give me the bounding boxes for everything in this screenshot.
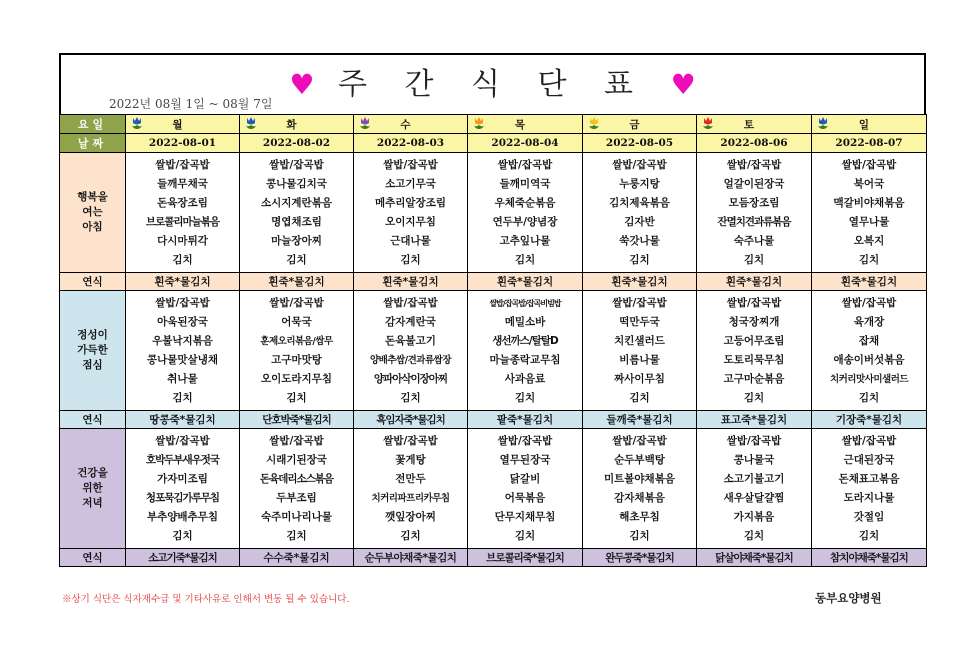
menu-item: 쌀밥/잡곡밥 — [269, 435, 324, 447]
menu-item: 고구마맛탕 — [271, 354, 322, 366]
menu-item: 김치 — [858, 392, 880, 404]
menu-cell — [697, 291, 812, 411]
menu-item: 우체죽순볶음 — [494, 197, 556, 209]
menu-item: 해초무침 — [619, 511, 660, 523]
menu-item: 김치 — [514, 530, 536, 542]
menu-item: 김치 — [400, 392, 421, 404]
menu-item: 쌀밥/잡곡밥 — [612, 297, 667, 309]
menu-item: 김치 — [400, 254, 421, 266]
menu-sheet — [59, 53, 926, 577]
day-name: 월 — [172, 118, 193, 131]
date-header-row — [60, 134, 927, 153]
menu-item: 모듬장조림 — [728, 197, 780, 209]
date-cell: 2022-08-04 — [468, 134, 583, 153]
menu-item: 미트볼야채볶음 — [603, 473, 675, 485]
meal-label-line: 행복을 — [77, 191, 108, 203]
snack-cell: 흰죽*물김치 — [468, 273, 583, 291]
menu-item: 쌀밥/잡곡밥 — [497, 435, 553, 447]
menu-item: 마늘종락교무침 — [489, 354, 561, 366]
day-name: 수 — [400, 118, 421, 131]
menu-item: 쌀밥/잡곡밥 — [841, 297, 897, 309]
date-cell: 2022-08-07 — [812, 134, 927, 153]
menu-item: 브로콜리마늘볶음 — [145, 216, 220, 228]
menu-item: 훈제오리볶음/쌈무 — [260, 336, 333, 347]
dinner-label — [60, 429, 126, 549]
menu-cell — [240, 153, 354, 273]
menu-item: 누룽지탕 — [619, 178, 660, 190]
menu-item: 쌀밥/잡곡밥 — [383, 159, 438, 171]
menu-item: 숙주나물 — [733, 235, 775, 247]
menu-item: 호박두부새우젓국 — [145, 454, 220, 466]
day-cell — [812, 115, 927, 134]
menu-cell — [126, 153, 240, 273]
snack-cell: 흰죽*물김치 — [126, 273, 240, 291]
menu-item: 돈육데리소스볶음 — [259, 473, 334, 485]
menu-cell — [468, 429, 583, 549]
heart-icon: ♥ — [670, 68, 696, 101]
menu-item: 전만두 — [395, 473, 426, 485]
menu-item: 쌀밥/잡곡밥 — [383, 297, 438, 309]
menu-item: 닭갈비 — [509, 473, 541, 485]
menu-item: 아욱된장국 — [157, 316, 208, 328]
day-name: 금 — [629, 118, 650, 131]
menu-item: 김치 — [172, 392, 193, 404]
day-cell — [126, 115, 240, 134]
menu-cell — [468, 291, 583, 411]
snack-cell: 들깨죽*물김치 — [583, 411, 697, 429]
snack-cell: 순두부야채죽*물김치 — [354, 549, 468, 567]
day-name: 토 — [743, 118, 765, 131]
menu-cell — [583, 291, 697, 411]
meal-label-line: 정성이 — [77, 329, 108, 341]
menu-item: 쌀밥/잡곡밥 — [155, 159, 210, 171]
menu-item: 치커리파프리카무침 — [371, 493, 450, 504]
menu-item: 쌀밥/잡곡밥 — [726, 435, 782, 447]
menu-item: 단무지채무침 — [494, 511, 556, 523]
menu-item: 김치 — [400, 530, 421, 542]
breakfast-label — [60, 153, 126, 273]
menu-item: 쌀밥/잡곡밥 — [383, 435, 438, 447]
menu-item: 쌀밥/잡곡밥 — [612, 435, 667, 447]
menu-item: 김치 — [743, 254, 765, 266]
menu-item: 감자계란국 — [385, 316, 436, 328]
menu-item: 가지볶음 — [733, 511, 775, 523]
menu-item: 시래기된장국 — [266, 454, 327, 466]
menu-item: 김치 — [286, 392, 307, 404]
menu-cell — [240, 429, 354, 549]
date-cell: 2022-08-02 — [240, 134, 354, 153]
menu-item: 취나물 — [167, 373, 198, 385]
day-label: 요일 — [60, 115, 126, 134]
day-name: 화 — [286, 118, 307, 131]
meal-label-line: 여는 — [82, 206, 103, 218]
menu-item: 쌀밥/잡곡밥 — [155, 435, 210, 447]
menu-item: 들깨무채국 — [157, 178, 208, 190]
menu-cell — [354, 153, 468, 273]
menu-item: 오이도라지무침 — [260, 373, 332, 385]
menu-item: 김치 — [858, 530, 880, 542]
menu-cell — [697, 153, 812, 273]
menu-item: 쑥갓나물 — [619, 235, 660, 247]
day-header-row — [60, 115, 927, 134]
menu-item: 근대된장국 — [843, 454, 895, 466]
menu-cell — [812, 429, 927, 549]
menu-item: 잡채 — [858, 335, 880, 347]
footer-note: ※상기 식단은 식자재수급 및 기타사유로 인해서 변동 될 수 있습니다. — [62, 594, 350, 605]
menu-item: 쌀밥/잡곡밥 — [841, 435, 897, 447]
menu-item: 감자채볶음 — [614, 492, 665, 504]
menu-item: 치킨샐러드 — [614, 335, 665, 347]
date-cell: 2022-08-06 — [697, 134, 812, 153]
menu-item: 김치 — [286, 254, 307, 266]
day-cell — [240, 115, 354, 134]
tulip-icon — [701, 116, 715, 130]
day-name: 일 — [858, 118, 880, 131]
menu-item: 떡만두국 — [619, 316, 660, 328]
menu-item: 김치 — [514, 254, 536, 266]
snack-cell: 단호박죽*물김치 — [240, 411, 354, 429]
menu-item: 소고기불고기 — [723, 473, 785, 485]
menu-item: 두부조림 — [276, 492, 317, 504]
hospital-name: 동부요양병원 — [815, 591, 882, 605]
menu-item: 콩나물맛살냉채 — [146, 354, 218, 366]
breakfast-snack-row — [60, 273, 927, 291]
menu-item: 새우살달걀찜 — [723, 492, 785, 504]
menu-item: 깻잎장아찌 — [385, 511, 436, 523]
day-cell — [583, 115, 697, 134]
menu-item: 김치 — [743, 392, 765, 404]
meal-label-line: 아침 — [82, 221, 103, 233]
menu-cell — [126, 429, 240, 549]
day-name: 목 — [514, 118, 536, 131]
breakfast-row — [60, 153, 927, 273]
menu-item: 돈육불고기 — [385, 335, 436, 347]
menu-item: 쌀밥/잡곡밥 — [726, 297, 782, 309]
snack-cell: 표고죽*물김치 — [697, 411, 812, 429]
menu-item: 콩나물김치국 — [266, 178, 327, 190]
snack-cell: 참치야채죽*물김치 — [812, 549, 927, 567]
menu-item: 소시지계란볶음 — [260, 197, 332, 209]
menu-item: 쌀밥/잡곡밥 — [612, 159, 667, 171]
snack-cell: 흑임자죽*물김치 — [354, 411, 468, 429]
snack-cell: 흰죽*물김치 — [583, 273, 697, 291]
menu-item: 김치 — [743, 530, 765, 542]
menu-table — [59, 114, 927, 567]
menu-item: 짜사이무침 — [614, 373, 665, 385]
menu-item: 사과음료 — [504, 373, 546, 385]
menu-item: 김치 — [172, 530, 193, 542]
menu-cell — [240, 291, 354, 411]
menu-item: 김치제육볶음 — [609, 197, 670, 209]
snack-cell: 기장죽*물김치 — [812, 411, 927, 429]
menu-item: 쌀밥/잡곡밥 — [269, 297, 324, 309]
menu-item: 얼갈이된장국 — [723, 178, 785, 190]
menu-item: 생선까스/탈탈D — [492, 335, 558, 347]
snack-cell: 흰죽*물김치 — [812, 273, 927, 291]
snack-cell: 소고기죽*물김치 — [126, 549, 240, 567]
menu-item: 갓절임 — [853, 511, 885, 523]
menu-item: 북어국 — [853, 178, 885, 190]
menu-item: 우불낙지볶음 — [152, 335, 213, 347]
menu-cell — [583, 429, 697, 549]
menu-cell — [812, 291, 927, 411]
day-cell — [354, 115, 468, 134]
menu-item: 쌀밥/잡곡밥 — [726, 159, 782, 171]
meal-label-line: 건강을 — [77, 467, 108, 479]
snack-cell: 흰죽*물김치 — [697, 273, 812, 291]
snack-cell: 팥죽*물김치 — [468, 411, 583, 429]
lunch-label — [60, 291, 126, 411]
tulip-icon — [358, 116, 372, 130]
title-box — [59, 53, 926, 116]
menu-item: 명엽채조림 — [271, 216, 322, 228]
meal-label-line: 가득한 — [77, 344, 108, 356]
menu-item: 근대나물 — [390, 235, 431, 247]
menu-cell — [354, 429, 468, 549]
menu-item: 쌀밥/잡곡밥 — [497, 159, 553, 171]
menu-item: 김치 — [286, 530, 307, 542]
snack-cell: 닭살야채죽*물김치 — [697, 549, 812, 567]
menu-item: 순두부백탕 — [614, 454, 665, 466]
menu-item: 쌀밥/잡곡밥/잡곡비빔밥 — [489, 299, 561, 308]
menu-item: 들깨미역국 — [499, 178, 551, 190]
tulip-icon — [472, 116, 486, 130]
menu-item: 청포묵김가루무침 — [145, 492, 220, 504]
menu-item: 숙주미나리나물 — [260, 511, 332, 523]
lunch-row — [60, 291, 927, 411]
menu-item: 쌀밥/잡곡밥 — [155, 297, 210, 309]
meal-label-line: 저녁 — [82, 497, 103, 509]
menu-item: 다시마튀각 — [157, 235, 208, 247]
menu-item: 양배추쌈/견과류쌈장 — [369, 355, 452, 366]
menu-item: 오이지무침 — [385, 216, 436, 228]
dinner-row — [60, 429, 927, 549]
day-cell — [697, 115, 812, 134]
menu-item: 메추리알장조림 — [374, 197, 446, 209]
snack-label: 연식 — [60, 549, 126, 567]
menu-item: 돈채표고볶음 — [838, 473, 900, 485]
menu-item: 메밀소바 — [504, 316, 546, 328]
menu-cell — [468, 153, 583, 273]
day-cell — [468, 115, 583, 134]
snack-label: 연식 — [60, 273, 126, 291]
menu-item: 열무된장국 — [499, 454, 551, 466]
lunch-snack-row — [60, 411, 927, 429]
tulip-icon — [244, 116, 258, 130]
menu-item: 부추양배추무침 — [146, 511, 218, 523]
tulip-icon — [587, 116, 601, 130]
meal-label-line: 위한 — [82, 482, 103, 494]
tulip-icon — [816, 116, 830, 130]
date-cell: 2022-08-03 — [354, 134, 468, 153]
date-cell: 2022-08-05 — [583, 134, 697, 153]
menu-item: 김치 — [629, 254, 650, 266]
menu-item: 어묵볶음 — [504, 492, 546, 504]
menu-item: 소고기무국 — [385, 178, 436, 190]
menu-item: 쌀밥/잡곡밥 — [269, 159, 324, 171]
menu-item: 치커리맛사미샐러드 — [829, 374, 909, 385]
menu-cell — [583, 153, 697, 273]
menu-cell — [697, 429, 812, 549]
snack-label: 연식 — [60, 411, 126, 429]
snack-cell: 흰죽*물김치 — [354, 273, 468, 291]
menu-cell — [812, 153, 927, 273]
date-label: 날짜 — [60, 134, 126, 153]
tulip-icon — [130, 116, 144, 130]
date-range: 2022년 08월 1일 ~ 08월 7일 — [109, 97, 273, 111]
menu-item: 애송이버섯볶음 — [833, 354, 905, 366]
menu-item: 꽃게탕 — [395, 454, 426, 466]
menu-item: 콩나물국 — [733, 454, 775, 466]
snack-cell: 흰죽*물김치 — [240, 273, 354, 291]
menu-cell — [354, 291, 468, 411]
menu-item: 고구마순볶음 — [723, 373, 785, 385]
snack-cell: 완두콩죽*물김치 — [583, 549, 697, 567]
menu-item: 가자미조림 — [157, 473, 208, 485]
menu-item: 돈육장조림 — [157, 197, 208, 209]
menu-item: 도토리묵무침 — [723, 354, 785, 366]
meal-label-line: 점심 — [82, 359, 103, 371]
menu-item: 청국장찌개 — [728, 316, 780, 328]
menu-item: 고추잎나물 — [499, 235, 551, 247]
dinner-snack-row — [60, 549, 927, 567]
menu-item: 열무나물 — [848, 216, 890, 228]
menu-item: 양파아삭이장아찌 — [373, 373, 448, 385]
snack-cell: 수수죽*물김치 — [240, 549, 354, 567]
menu-item: 잔멸치견과류볶음 — [717, 216, 791, 228]
menu-item: 마늘장아찌 — [271, 235, 322, 247]
menu-item: 어묵국 — [281, 316, 312, 328]
heart-icon: ♥ — [289, 68, 315, 101]
menu-item: 오복지 — [853, 235, 885, 247]
menu-item: 맥갈비야채볶음 — [833, 197, 905, 209]
menu-item: 김치 — [514, 392, 536, 404]
menu-item: 쌀밥/잡곡밥 — [841, 159, 897, 171]
menu-item: 김치 — [172, 254, 193, 266]
menu-item: 김치 — [629, 530, 650, 542]
menu-item: 김치 — [629, 392, 650, 404]
menu-item: 연두부/양념장 — [492, 216, 558, 228]
title-text: 주 간 식 단 표 — [337, 67, 648, 102]
menu-item: 김자반 — [624, 216, 655, 228]
menu-item: 도라지나물 — [843, 492, 895, 504]
menu-item: 김치 — [858, 254, 880, 266]
snack-cell: 땅콩죽*물김치 — [126, 411, 240, 429]
menu-item: 육개장 — [853, 316, 885, 328]
date-cell: 2022-08-01 — [126, 134, 240, 153]
menu-cell — [126, 291, 240, 411]
snack-cell: 브로콜리죽*물김치 — [468, 549, 583, 567]
menu-item: 고등어무조림 — [723, 335, 785, 347]
menu-item: 비름나물 — [619, 354, 660, 366]
